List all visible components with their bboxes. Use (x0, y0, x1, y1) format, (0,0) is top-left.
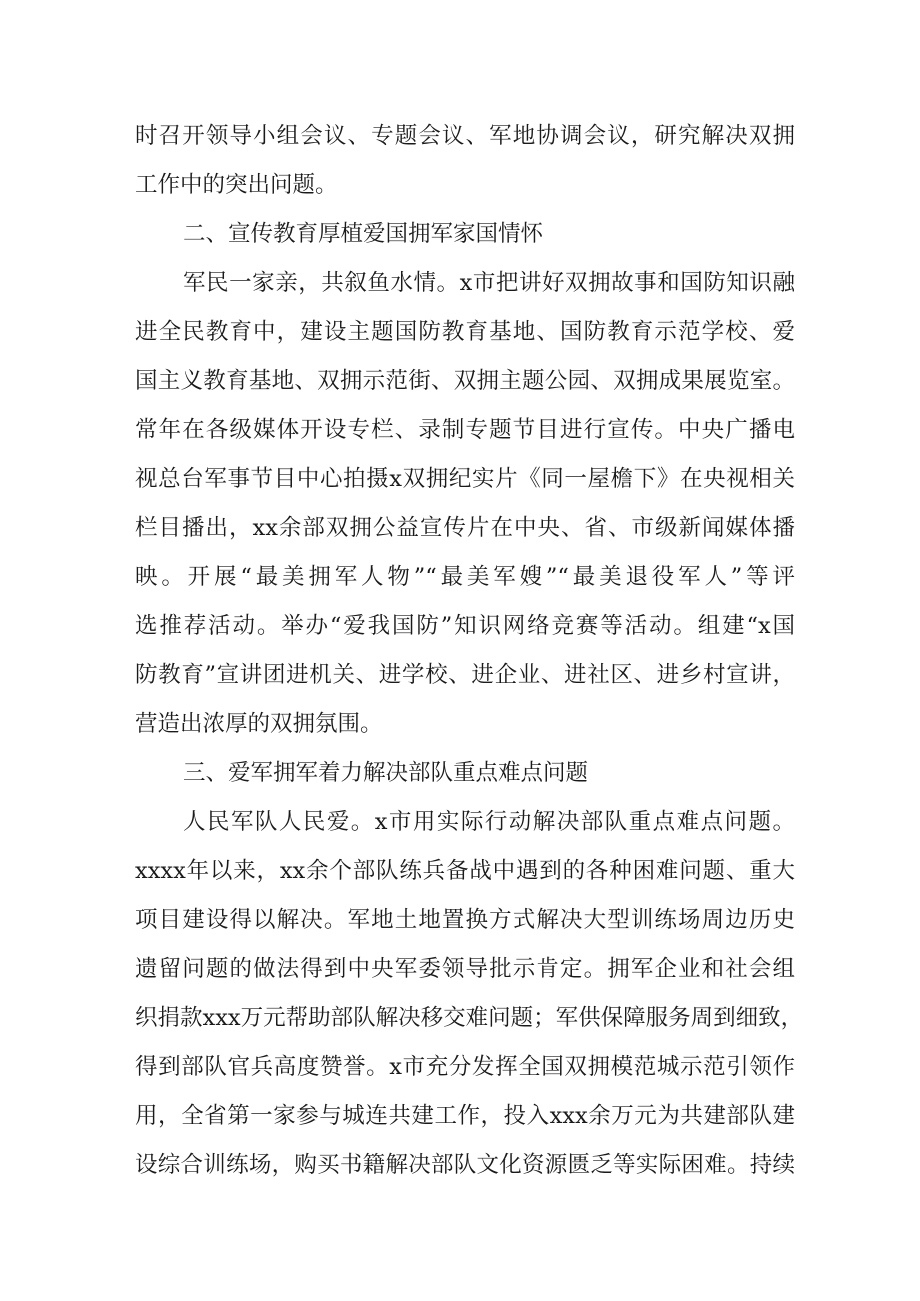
paragraph-line: 设综合训练场，购买书籍解决部队文化资源匮乏等实际困难。持续 (135, 1152, 795, 1178)
paragraph-line: 织捐款xxx万元帮助部队解决移交难问题；军供保障服务周到细致， (135, 1005, 804, 1031)
paragraph-line: 遗留问题的做法得到中央军委领导批示肯定。拥军企业和社会组 (135, 956, 795, 982)
paragraph-line: 视总台军事节目中心拍摄x双拥纪实片《同一屋檐下》在央视相关 (135, 466, 795, 492)
paragraph-line: xxxx年以来，xx余个部队练兵备战中遇到的各种困难问题、重大 (135, 858, 795, 884)
paragraph-line: 国主义教育基地、双拥示范街、双拥主题公园、双拥成果展览室。 (135, 368, 795, 394)
paragraph-line: 选推荐活动。举办“爱我国防”知识网络竞赛等活动。组建“x国 (135, 613, 795, 639)
paragraph-line: 映。开展“最美拥军人物”“最美军嫂”“最美退役军人”等评 (135, 564, 795, 590)
paragraph-line: 用，全省第一家参与城连共建工作，投入xxx余万元为共建部队建 (135, 1103, 795, 1129)
document-body (135, 112, 804, 1190)
paragraph-line: 工作中的突出问题。 (135, 172, 338, 198)
paragraph-line: 项目建设得以解决。军地土地置换方式解决大型训练场周边历史 (135, 907, 795, 933)
paragraph-line: 进全民教育中，建设主题国防教育基地、国防教育示范学校、爱 (135, 319, 795, 345)
paragraph-line: 常年在各级媒体开设专栏、录制专题节目进行宣传。中央广播电 (135, 417, 795, 443)
paragraph-line: 时召开领导小组会议、专题会议、军地协调会议，研究解决双拥 (135, 123, 795, 149)
paragraph-line: 人民军队人民爱。x市用实际行动解决部队重点难点问题。 (183, 809, 795, 835)
paragraph-line: 得到部队官兵高度赞誉。x市充分发挥全国双拥模范城示范引领作 (135, 1054, 795, 1080)
section-heading-3: 三、爱军拥军着力解决部队重点难点问题 (183, 760, 589, 786)
section-heading-2: 二、宣传教育厚植爱国拥军家国情怀 (183, 221, 544, 247)
paragraph-line: 军民一家亲，共叙鱼水情。x市把讲好双拥故事和国防知识融 (183, 270, 795, 296)
paragraph-line: 栏目播出，xx余部双拥公益宣传片在中央、省、市级新闻媒体播 (135, 515, 795, 541)
paragraph-line: 防教育”宣讲团进机关、进学校、进企业、进社区、进乡村宣讲， (135, 662, 795, 688)
paragraph-line: 营造出浓厚的双拥氛围。 (135, 711, 383, 737)
